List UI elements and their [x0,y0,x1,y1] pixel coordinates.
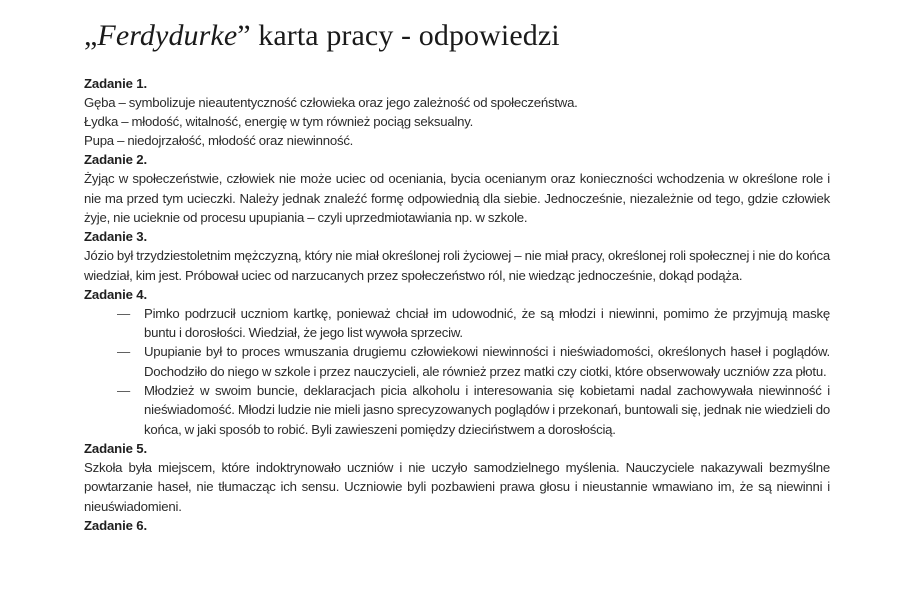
list-item-text: Upupianie był to proces wmuszania drugiemu człowiekowi niewinności i nieświadomości, określonych haseł i poglądów. Dochodziło do niego w szkole i przez nauczycieli, ale również przez matki czy ciotki, które obserwowały uczniów zza płotu. [144,344,830,379]
title-subtitle: karta pracy - odpowiedzi [250,19,560,52]
list-item-text: Pimko podrzucił uczniom kartkę, ponieważ chciał im udowodnić, że są młodzi i niewinni, pomimo że przyjmują maskę buntu i dorosłości. Wiedział, że jego list wywoła sprzeciw. [144,305,830,341]
section-heading-6-clipped: Zadanie 6. [84,517,147,533]
dash-bullet-icon: — [117,305,130,321]
section-2-paragraph-1: Żyjąc w społeczeństwie, człowiek nie może uciec od oceniania, bycia ocenianym oraz konieczności wchodzenia w określone role i nie ma przed tym ucieczki. Należy jednak znaleźć formę odpowiednią dla siebie. Jednocześnie, niezależnie od tego, gdzie człowiek żyje, nie ucieknie od procesu upupiania – czyli uprzedmiotawiania np. w szkole. [84,171,830,225]
page-title [84,0,830,57]
document-body [84,74,830,535]
section-1-paragraph-1: Gęba – symbolizuje nieautentyczność człowieka oraz jego zależność od społeczeństwa. [84,94,578,110]
section-heading-2: Zadanie 2. [84,152,147,168]
section-zadanie-3 [84,227,830,285]
dash-bullet-icon: — [117,383,130,399]
list-item [84,342,830,381]
section-3-paragraph-1: Józio był trzydziestoletnim mężczyzną, który nie miał określonej roli życiowej – nie miał pracy, określonej roli społecznej i nie do końca wiedział, kim jest. Próbował uciec od narzucanych przez społeczeństwo ról, nie wiedząc jednocześnie, dokąd podąża. [84,248,830,283]
title-work-name: Ferdydurke [97,19,238,52]
list-item-text: Młodzież w swoim buncie, deklaracjach picia alkoholu i interesowania się kobietami nadal zachowywała niewinność i nieświadomość. Młodzi ludzie nie mieli jasno sprecyzowanych poglądów i przekonań, buntowali się, jednak nie wiedzieli do końca, w jaki sposób to robić. Byli zawieszeni pomiędzy dzieciństwem a dorosłością. [144,383,831,437]
section-zadanie-1 [84,74,830,151]
section-heading-1: Zadanie 1. [84,75,147,91]
list-item [84,304,830,343]
dash-bullet-icon: — [117,344,130,360]
title-open-quote: „ [84,19,98,52]
section-heading-4: Zadanie 4. [84,286,147,302]
section-heading-5: Zadanie 5. [84,440,147,456]
title-close-quote: ” [237,19,251,52]
section-1-paragraph-3: Pupa – niedojrzałość, młodość oraz niewinność. [84,133,354,149]
section-zadanie-4 [84,285,830,439]
section-zadanie-2 [84,150,830,227]
section-5-paragraph-1: Szkoła była miejscem, które indoktrynowało uczniów i nie uczyło samodzielnego myślenia. Nauczyciele nakazywali bezmyślne powtarzanie haseł, nie tłumacząc ich sensu. Uczniowie byli pozbawieni prawa głosu i nieustannie wmawiano im, że są niewinni i nieuświadomieni. [84,459,830,514]
section-4-list [84,304,830,439]
section-zadanie-5 [84,439,830,516]
list-item [84,381,830,439]
section-heading-3: Zadanie 3. [84,229,147,245]
section-1-paragraph-2: Łydka – młodość, witalność, energię w tym również pociąg seksualny. [84,113,474,129]
